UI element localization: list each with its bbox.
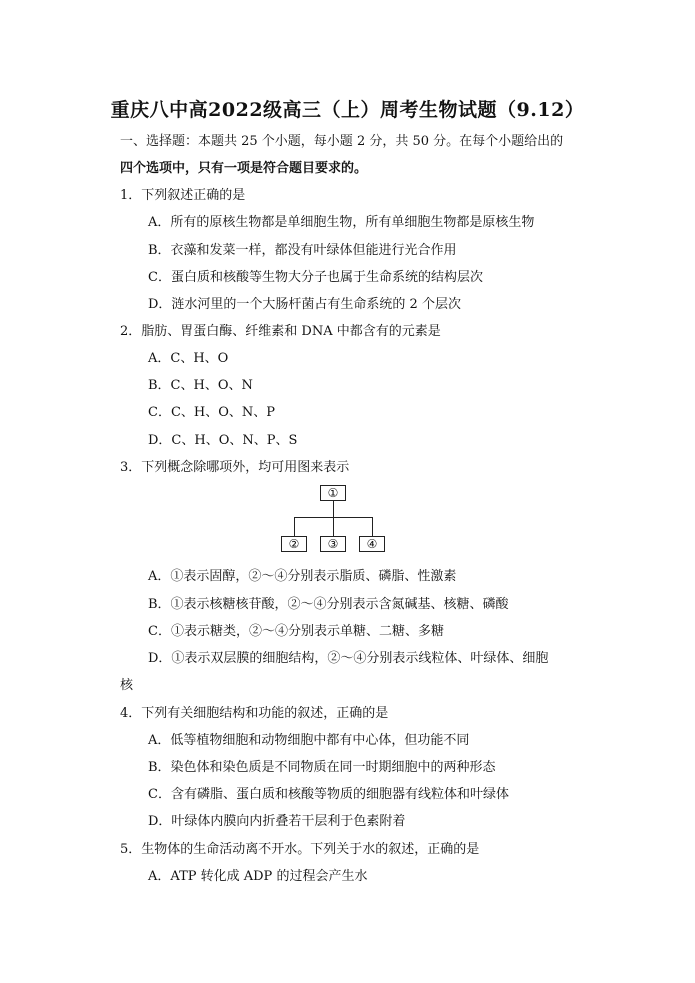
question-3-option-c: C．①表示糖类，②～④分别表示单糖、二糖、多糖 bbox=[148, 624, 444, 639]
question-2-option-c: C．C、H、O、N、P bbox=[148, 405, 276, 420]
question-4-option-d: D．叶绿体内膜向内折叠若干层利于色素附着 bbox=[148, 814, 406, 829]
question-3-option-a: A．①表示固醇，②～④分别表示脂质、磷脂、性激素 bbox=[148, 569, 457, 584]
diagram-node-child-3: ③ bbox=[320, 536, 346, 552]
question-3-stem: 3．下列概念除哪项外，均可用图来表示 bbox=[120, 460, 350, 475]
question-2-option-b: B．C、H、O、N bbox=[148, 378, 253, 393]
question-5-option-a: A．ATP 转化成 ADP 的过程会产生水 bbox=[148, 869, 368, 884]
diagram-connector-left bbox=[294, 517, 295, 536]
page-title: 重庆八中高2022级高三（上）周考生物试题（9.12） bbox=[110, 99, 585, 121]
diagram-connector-middle bbox=[333, 517, 334, 536]
section-instruction-line-1 bbox=[120, 134, 563, 150]
question-1-option-c: C．蛋白质和核酸等生物大分子也属于生命系统的结构层次 bbox=[148, 270, 483, 285]
question-3-option-b: B．①表示核糖核苷酸，②～④分别表示含氮碱基、核糖、磷酸 bbox=[148, 597, 509, 612]
question-1-option-d: D．涟水河里的一个大肠杆菌占有生命系统的 2 个层次 bbox=[148, 297, 461, 312]
question-1-option-b: B．衣藻和发菜一样，都没有叶绿体但能进行光合作用 bbox=[148, 243, 457, 258]
question-3-option-d: D．①表示双层膜的细胞结构，②～④分别表示线粒体、叶绿体、细胞 bbox=[148, 651, 549, 666]
section-instruction-line-2: 四个选项中，只有一项是符合题目要求的。 bbox=[120, 161, 368, 176]
diagram-node-root: ① bbox=[320, 485, 346, 501]
question-5-stem: 5．生物体的生命活动离不开水。下列关于水的叙述，正确的是 bbox=[120, 842, 480, 857]
diagram-connector-vertical bbox=[333, 501, 334, 517]
question-1-stem: 1．下列叙述正确的是 bbox=[120, 188, 246, 203]
question-2-option-a: A．C、H、O bbox=[148, 351, 229, 366]
question-2-option-d: D．C、H、O、N、P、S bbox=[148, 433, 298, 448]
question-4-option-c: C．含有磷脂、蛋白质和核酸等物质的细胞器有线粒体和叶绿体 bbox=[148, 787, 509, 802]
question-1-option-a: A．所有的原核生物都是单细胞生物，所有单细胞生物都是原核生物 bbox=[148, 215, 535, 230]
diagram-node-child-2: ② bbox=[281, 536, 307, 552]
concept-diagram bbox=[278, 480, 390, 558]
question-4-option-b: B．染色体和染色质是不同物质在同一时期细胞中的两种形态 bbox=[148, 760, 496, 775]
question-2-stem: 2．脂肪、胃蛋白酶、纤维素和 DNA 中都含有的元素是 bbox=[120, 324, 441, 339]
question-3-option-d-continuation: 核 bbox=[120, 678, 134, 693]
diagram-connector-right bbox=[372, 517, 373, 536]
question-4-option-a: A．低等植物细胞和动物细胞中都有中心体，但功能不同 bbox=[148, 733, 470, 748]
section-instruction-text-1: 一、选择题：本题共 25 个小题，每小题 2 分，共 50 分。在每个小题给出的 bbox=[120, 134, 564, 149]
question-4-stem: 4．下列有关细胞结构和功能的叙述，正确的是 bbox=[120, 706, 389, 721]
diagram-node-child-4: ④ bbox=[359, 536, 385, 552]
